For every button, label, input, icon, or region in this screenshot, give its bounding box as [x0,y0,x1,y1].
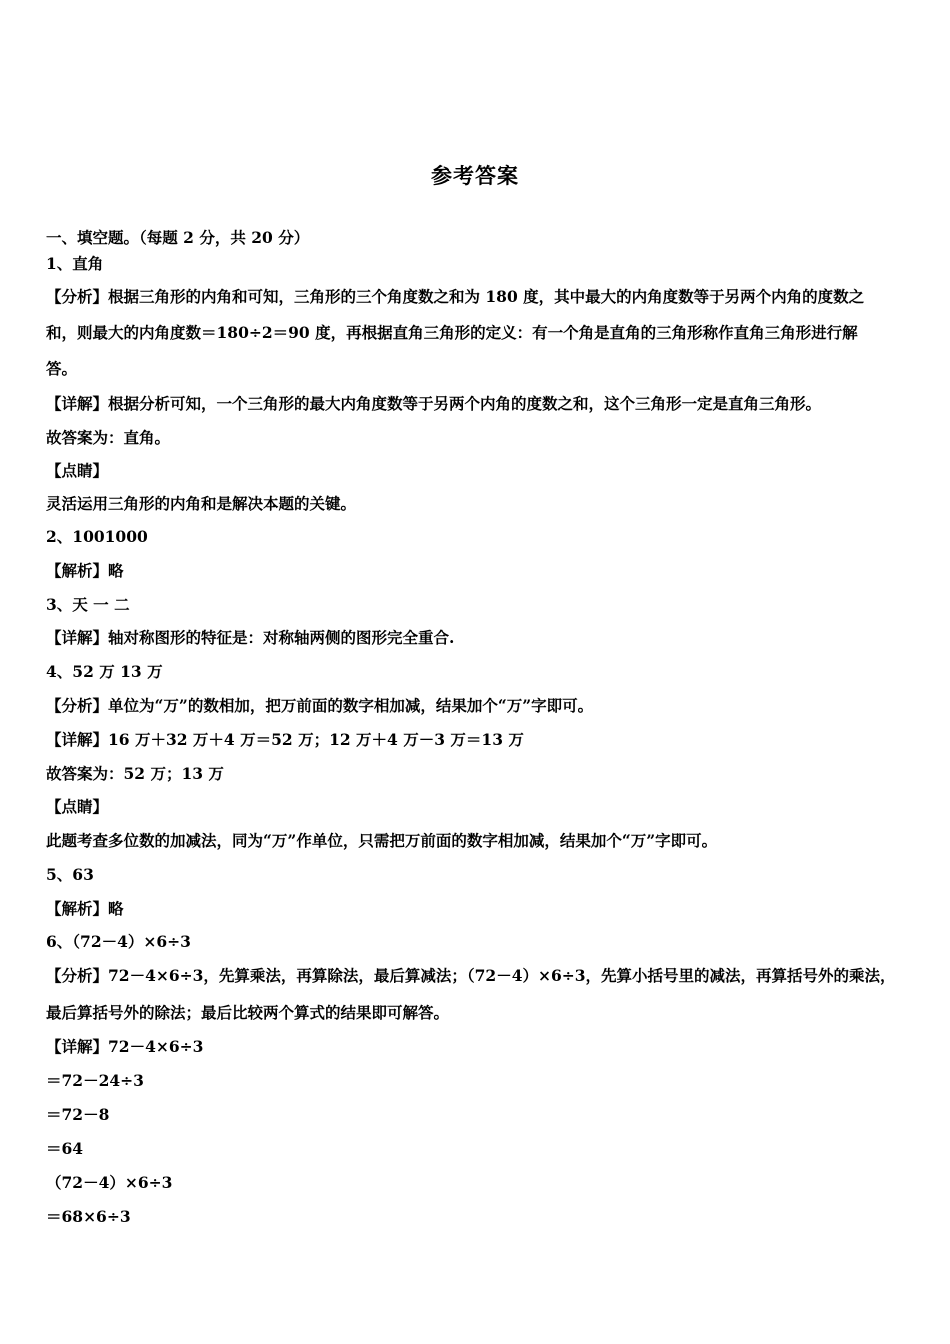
explanation-5: 【解析】略 [46,899,124,918]
analysis-1-line-1: 【分析】根据三角形的内角和可知，三角形的三个角度数之和为 180 度，其中最大的内角度数等于另两个内角的度数之 [46,287,865,306]
analysis-1-line-2: 和，则最大的内角度数＝180÷2＝90 度，再根据直角三角形的定义：有一个角是直角的三角形称作直角三角形进行解 [46,323,858,342]
detail-1: 【详解】根据分析可知，一个三角形的最大内角度数等于另两个内角的度数之和，这个三角形一定是直角三角形。 [46,394,822,413]
calc-step-1: ＝72－24÷3 [46,1071,144,1090]
comment-1: 灵活运用三角形的内角和是解决本题的关键。 [46,494,357,513]
detail-3: 【详解】轴对称图形的特征是：对称轴两侧的图形完全重合. [46,628,455,647]
answer-1: 1、直角 [46,254,104,273]
detail-6: 【详解】72－4×6÷3 [46,1037,204,1056]
page-title: 参考答案 [431,163,519,188]
conclusion-1: 故答案为：直角。 [46,428,171,447]
analysis-1-line-3: 答。 [46,359,78,378]
analysis-6-line-2: 最后算括号外的除法；最后比较两个算式的结果即可解答。 [46,1003,450,1022]
answer-5: 5、63 [46,865,94,884]
calc-step-3: ＝64 [46,1139,84,1158]
calc-step-2: ＝72－8 [46,1105,110,1124]
section-heading-fill-in: 一、填空题。（每题 2 分，共 20 分） [46,228,310,247]
comment-label-1: 【点睛】 [46,461,109,480]
calc-expression-2: （72－4）×6÷3 [46,1173,173,1192]
calc-step-4: ＝68×6÷3 [46,1207,131,1226]
comment-4: 此题考查多位数的加减法，同为“万”作单位，只需把万前面的数字相加减，结果加个“万”字即可。 [46,831,718,850]
detail-4: 【详解】16 万＋32 万＋4 万＝52 万；12 万＋4 万－3 万＝13 万 [46,730,524,749]
answer-4: 4、52 万 13 万 [46,662,163,681]
analysis-6-line-1: 【分析】72－4×6÷3，先算乘法，再算除法，最后算减法；（72－4）×6÷3，先算小括号里的减法，再算括号外的乘法， [46,966,896,985]
answer-6: 6、（72－4）×6÷3 [46,932,191,951]
answer-3: 3、天 一 二 [46,595,130,614]
conclusion-4: 故答案为：52 万；13 万 [46,764,224,783]
comment-label-4: 【点睛】 [46,797,109,816]
explanation-2: 【解析】略 [46,561,124,580]
analysis-4: 【分析】单位为“万”的数相加，把万前面的数字相加减，结果加个“万”字即可。 [46,696,594,715]
answer-2: 2、1001000 [46,527,148,546]
